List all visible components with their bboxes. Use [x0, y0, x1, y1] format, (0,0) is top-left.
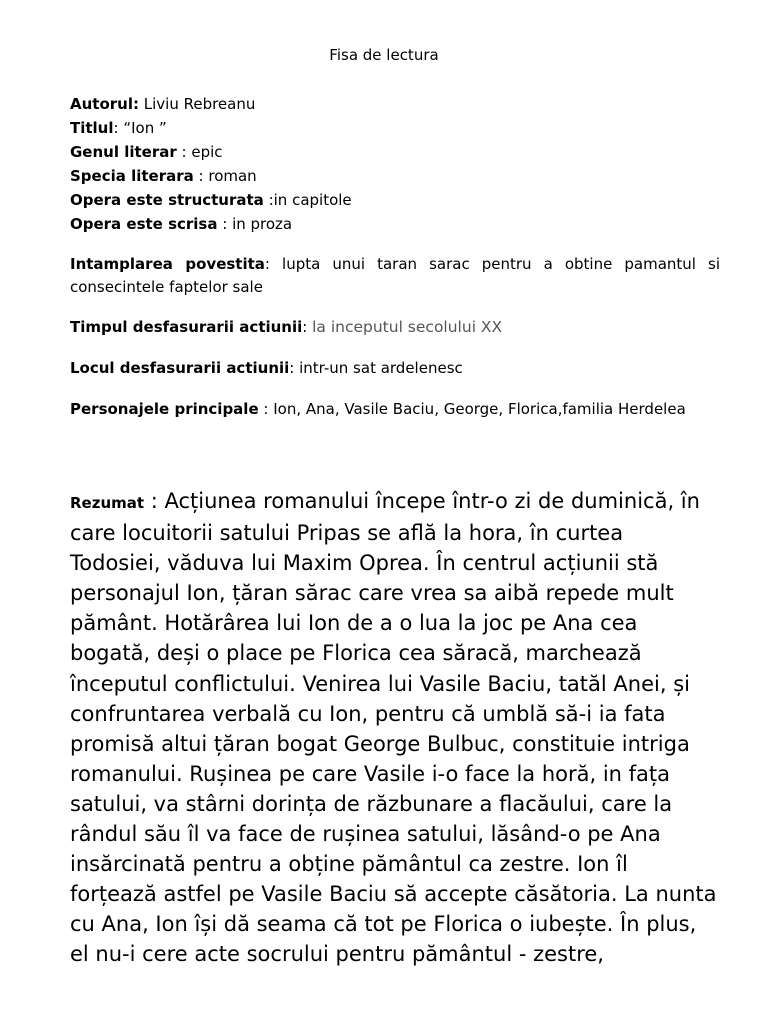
field-scrisa-label: Opera este scrisa [70, 215, 218, 233]
basic-info-block [70, 92, 352, 236]
field-specia-label: Specia literara [70, 167, 194, 185]
field-loc-label: Locul desfasurarii actiunii [70, 359, 290, 377]
field-intamplarea-value: : lupta unui taran sarac pentru a obtine pamantul si consecintele faptelor sale [70, 255, 721, 296]
field-scrisa-value: : in proza [217, 215, 293, 233]
field-titlu [70, 116, 352, 140]
field-timp-separator: : [302, 318, 313, 336]
field-timp-value: la inceputul secolului XX [312, 318, 503, 336]
field-personaje-label: Personajele principale [70, 400, 259, 418]
field-structura [70, 188, 352, 212]
rezumat-text: : Acțiunea romanului începe într-o zi de duminică, în care locuitorii satului Pripas se află la hora, în curtea Todosiei, văduva lui Maxim Oprea. În centrul acțiunii stă personajul Ion, țăran sărac care vrea sa aibă repede mult pământ. Hotărârea lui Ion de a o lua la joc pe Ana cea bogată, deși o place pe Florica cea săracă, marchează începutul conflictului. Venirea lui Vasile Baciu, tatăl Anei, și confruntarea verbală cu Ion, pentru că umblă să-i ia fata promisă altui țăran bogat George Bulbuc, constituie intriga romanului. Rușinea pe care Vasile i-o face la horă, in fața satului, va stârni dorința de răzbunare a flacăului, care la rândul său îl va face de rușinea satului, lăsând-o pe Ana insărcinată pentru a obține pământul ca zestre. Ion îl forțează astfel pe Vasile Baciu să accepte căsătoria. La nunta cu Ana, Ion își dă seama că tot pe Florica o iubește. În plus, el nu-i cere acte socrului pentru pământul - zestre, [70, 489, 717, 967]
field-intamplarea [70, 253, 720, 299]
field-personaje-value: : Ion, Ana, Vasile Baciu, George, Florica,familia Herdelea [258, 400, 686, 418]
field-gen-label: Genul literar [70, 143, 177, 161]
field-personaje [70, 398, 720, 421]
field-titlu-label: Titlul [70, 119, 114, 137]
field-autor [70, 92, 352, 116]
field-structura-value: :in capitole [263, 191, 352, 209]
field-autor-label: Autorul: [70, 95, 139, 113]
field-loc-value: : intr-un sat ardelenesc [289, 359, 463, 377]
field-timp [70, 315, 502, 339]
field-timp-label: Timpul desfasurarii actiunii [70, 318, 303, 336]
field-structura-label: Opera este structurata [70, 191, 264, 209]
rezumat-label: Rezumat [70, 494, 145, 512]
field-titlu-value: : “Ion ” [113, 119, 167, 137]
rezumat-paragraph [70, 486, 720, 970]
field-specia [70, 164, 352, 188]
field-autor-value: Liviu Rebreanu [138, 95, 256, 113]
field-gen [70, 140, 352, 164]
document-title: Fisa de lectura [329, 46, 439, 64]
field-scrisa [70, 212, 352, 236]
field-gen-value: : epic [176, 143, 223, 161]
field-loc [70, 356, 463, 380]
field-intamplarea-label: Intamplarea povestita [70, 255, 265, 273]
field-specia-value: : roman [193, 167, 257, 185]
